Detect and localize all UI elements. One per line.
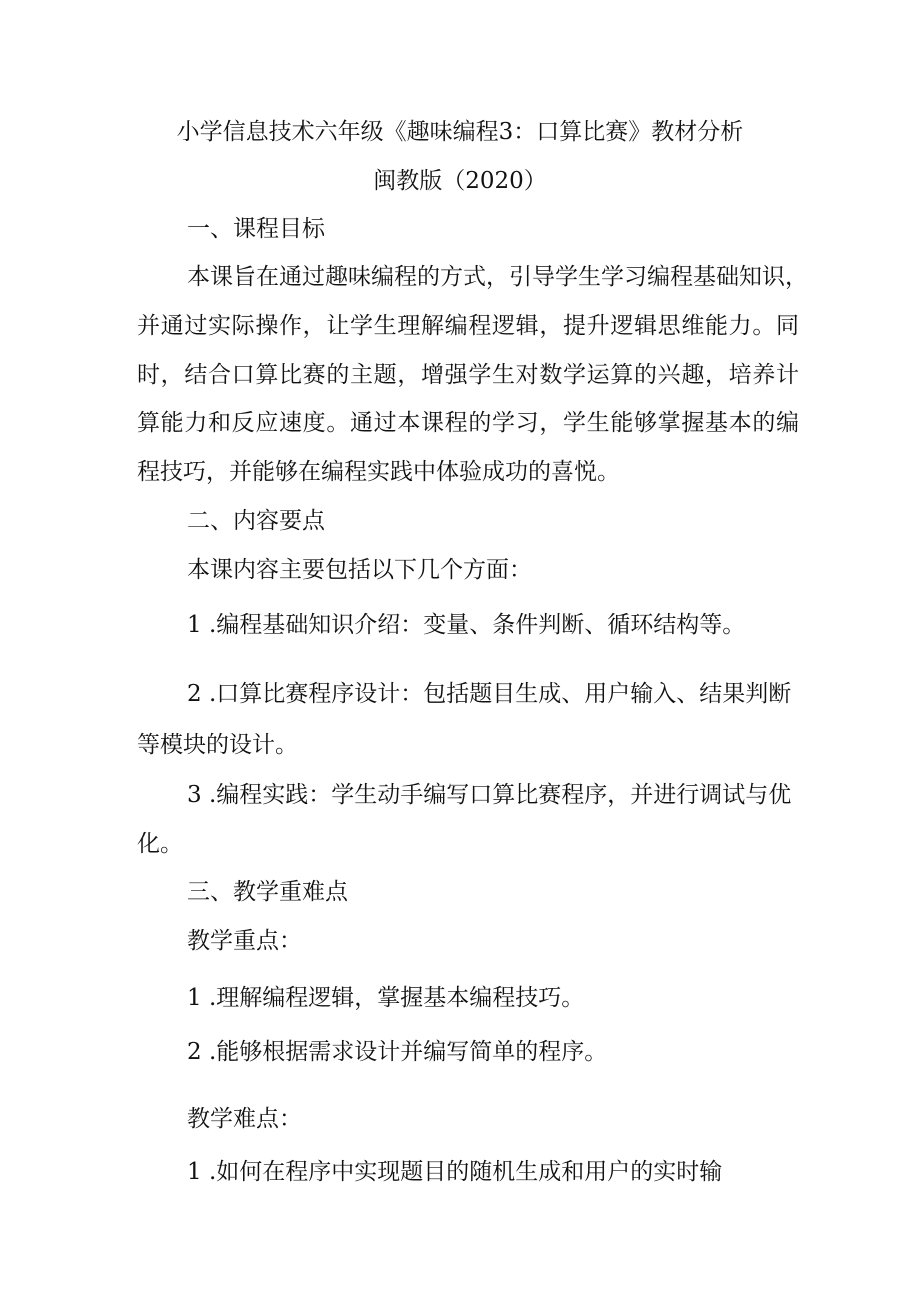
teaching-focus-label: 教学重点： — [187, 928, 302, 954]
section-heading-key-difficulties: 三、教学重难点 — [187, 879, 348, 905]
teaching-difficulty-label: 教学难点： — [187, 1106, 302, 1132]
section-heading-content-points: 二、内容要点 — [187, 508, 325, 534]
section-heading-course-goals: 一、课程目标 — [187, 216, 325, 242]
document-title: 小学信息技术六年级《趣味编程3：口算比赛》教材分析 — [176, 119, 744, 145]
list-item: 2 .能够根据需求设计并编写简单的程序。 — [187, 1039, 608, 1065]
paragraph-line: 算能力和反应速度。通过本课程的学习，学生能够掌握基本的编 — [137, 410, 799, 436]
list-item-continuation: 等模块的设计。 — [137, 732, 298, 758]
list-item-continuation: 化。 — [137, 831, 183, 857]
list-item: 1 .编程基础知识介绍：变量、条件判断、循环结构等。 — [187, 612, 746, 638]
list-item: 1 .如何在程序中实现题目的随机生成和用户的实时输 — [187, 1159, 723, 1185]
list-item: 3 .编程实践：学生动手编写口算比赛程序，并进行调试与优 — [187, 782, 792, 808]
paragraph-line: 时，结合口算比赛的主题，增强学生对数学运算的兴趣，培养计 — [137, 362, 799, 388]
list-item: 2 .口算比赛程序设计：包括题目生成、用户输入、结果判断 — [187, 681, 792, 707]
list-item: 1 .理解编程逻辑，掌握基本编程技巧。 — [187, 985, 585, 1011]
paragraph-line: 程技巧，并能够在编程实践中体验成功的喜悦。 — [137, 459, 620, 485]
content-intro: 本课内容主要包括以下几个方面： — [187, 557, 532, 583]
paragraph-line: 并通过实际操作，让学生理解编程逻辑，提升逻辑思维能力。同 — [137, 313, 799, 339]
document-subtitle: 闽教版（2020） — [373, 168, 547, 194]
paragraph-line: 本课旨在通过趣味编程的方式，引导学生学习编程基础知识， — [187, 264, 808, 290]
